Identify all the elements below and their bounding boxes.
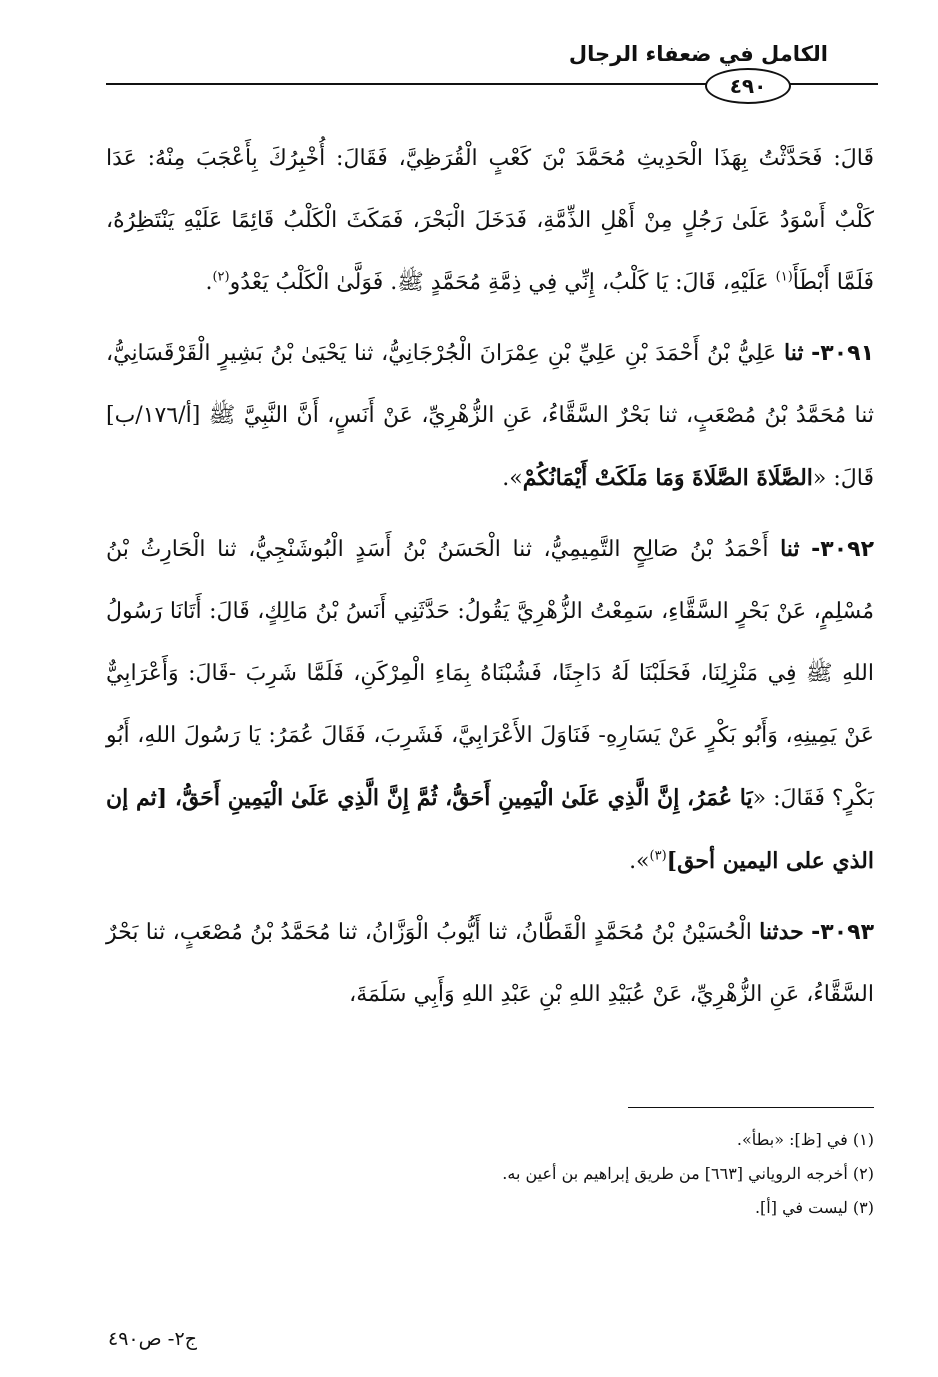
running-title: الكامل في ضعفاء الرجال	[568, 42, 828, 66]
paragraph-continuation: قَالَ: فَحَدَّثْتُ بِهَذَا الْحَدِيثِ مُحَمَّدَ بْنَ كَعْبٍ الْقُرَظِيَّ، فَقَالَ: أُخْبِرُكَ بِأَعْجَبَ مِنْهُ: عَدَا كَلْبٌ أَسْوَدُ عَلَىٰ رَجُلٍ مِنْ أَهْلِ الذِّمَّةِ، فَدَخَلَ الْبَحْرَ، فَمَكَثَ الْكَلْبُ قَائِمًا عَلَيْهِ يَنْتَظِرُهُ، فَلَمَّا أَبْطَأَ$^{(١)}$ عَلَيْهِ، قَالَ: يَا كَلْبُ، إِنِّي فِي ذِمَّةِ مُحَمَّدٍ ﷺ. فَوَلَّىٰ الْكَلْبُ يَعْدُو$^{(٢)}$.	[106, 146, 874, 295]
footnote-ref-1: (١)	[775, 269, 793, 285]
narration-keyword: حدثنا	[759, 919, 804, 945]
page-number: ٤٩٠	[729, 74, 767, 98]
hadith-3091: ٣٠٩١- ثنا عَلِيُّ بْنُ أَحْمَدَ بْنِ عَلِيِّ بْنِ عِمْرَانَ الْجُرْجَانِيُّ، ثنا يَحْيَىٰ بْنُ بَشِيرٍ الْقَرْقَسَانِيُّ، ثنا مُحَمَّدُ بْنُ مُصْعَبٍ، ثنا بَحْرٌ السَّقَّاءُ، عَنِ الزُّهْرِيِّ، عَنْ أَنَسٍ، أَنَّ النَّبِيَّ ﷺ [أ/١٧٦/ب] قَالَ: «الصَّلَاةَ الصَّلَاةَ وَمَا مَلَكَتْ أَيْمَانُكُمْ».	[106, 340, 875, 491]
page-number-badge	[705, 68, 791, 104]
footnote-ref-2: (٢)	[212, 269, 230, 285]
footnote-rule	[628, 1107, 874, 1108]
footnote-3: (٣) ليست في [أ].	[754, 1198, 874, 1217]
narration-keyword: ثنا	[780, 536, 800, 562]
main-text	[106, 128, 874, 1026]
hadith-3093: ٣٠٩٣- حدثنا الْحُسَيْنُ بْنُ مُحَمَّدٍ الْقَطَّانُ، ثنا أَيُّوبُ الْوَزَّانُ، ثنا مُحَمَّدُ بْنُ مُصْعَبٍ، ثنا بَحْرٌ السَّقَّاءُ، عَنِ الزُّهْرِيِّ، عَنْ عُبَيْدِ اللهِ بْنِ عَبْدِ اللهِ وَأَبِي سَلَمَةَ،	[106, 919, 874, 1007]
hadith-number: ٣٠٩١-	[811, 341, 875, 366]
page-signature: ج٢- ص٤٩٠	[108, 1328, 197, 1350]
hadith-number: ٣٠٩٣-	[811, 920, 874, 945]
hadith-3092: ٣٠٩٢- ثنا أَحْمَدُ بْنُ صَالِحٍ التَّمِيمِيُّ، ثنا الْحَسَنُ بْنُ أَسَدٍ الْبُوشَنْجِيُّ، ثنا الْحَارِثُ بْنُ مُسْلِمٍ، عَنْ بَحْرٍ السَّقَّاءِ، سَمِعْتُ الزُّهْرِيَّ يَقُولُ: حَدَّثَنِي أَنَسُ بْنُ مَالِكٍ، قَالَ: أَتَانَا رَسُولُ اللهِ ﷺ فِي مَنْزِلِنَا، فَحَلَبْنَا لَهُ دَاجِنًا، فَشُبْنَاهُ بِمَاءِ الْمِرْكَنِ، فَلَمَّا شَرِبَ -قَالَ: وَأَعْرَابِيٌّ عَنْ يَمِينِهِ، وَأَبُو بَكْرٍ عَنْ يَسَارِهِ- فَنَاوَلَ الأَعْرَابِيَّ، فَشَرِبَ، فَقَالَ عُمَرُ: يَا رَسُولَ اللهِ، أَبُو بَكْرٍ؟ فَقَالَ: «يَا عُمَرُ، إِنَّ الَّذِي عَلَىٰ الْيَمِينِ أَحَقُّ، ثُمَّ إِنَّ الَّذِي عَلَىٰ الْيَمِينِ أَحَقُّ، [ثم إن الذي على اليمين أحق]$^{(٣)}$».	[106, 536, 874, 874]
footnotes	[106, 1123, 874, 1225]
narration-keyword: ثنا	[783, 340, 804, 366]
hadith-matn: يَا عُمَرُ، إِنَّ الَّذِي عَلَىٰ الْيَمِينِ أَحَقُّ، ثُمَّ إِنَّ الَّذِي عَلَىٰ الْيَمِينِ أَحَقُّ، [ثم إن الذي على اليمين أحق]	[106, 785, 874, 874]
hadith-matn: الصَّلَاةَ الصَّلَاةَ وَمَا مَلَكَتْ أَيْمَانُكُمْ	[522, 465, 813, 491]
footnote-1: (١) في [ظ]: «بطأ».	[736, 1130, 874, 1149]
hadith-number: ٣٠٩٢-	[811, 537, 874, 562]
footnote-ref-3: (٣)	[649, 848, 667, 864]
footnote-2: (٢) أخرجه الروياني [٦٦٣] من طريق إبراهيم بن أعين به.	[502, 1164, 874, 1183]
